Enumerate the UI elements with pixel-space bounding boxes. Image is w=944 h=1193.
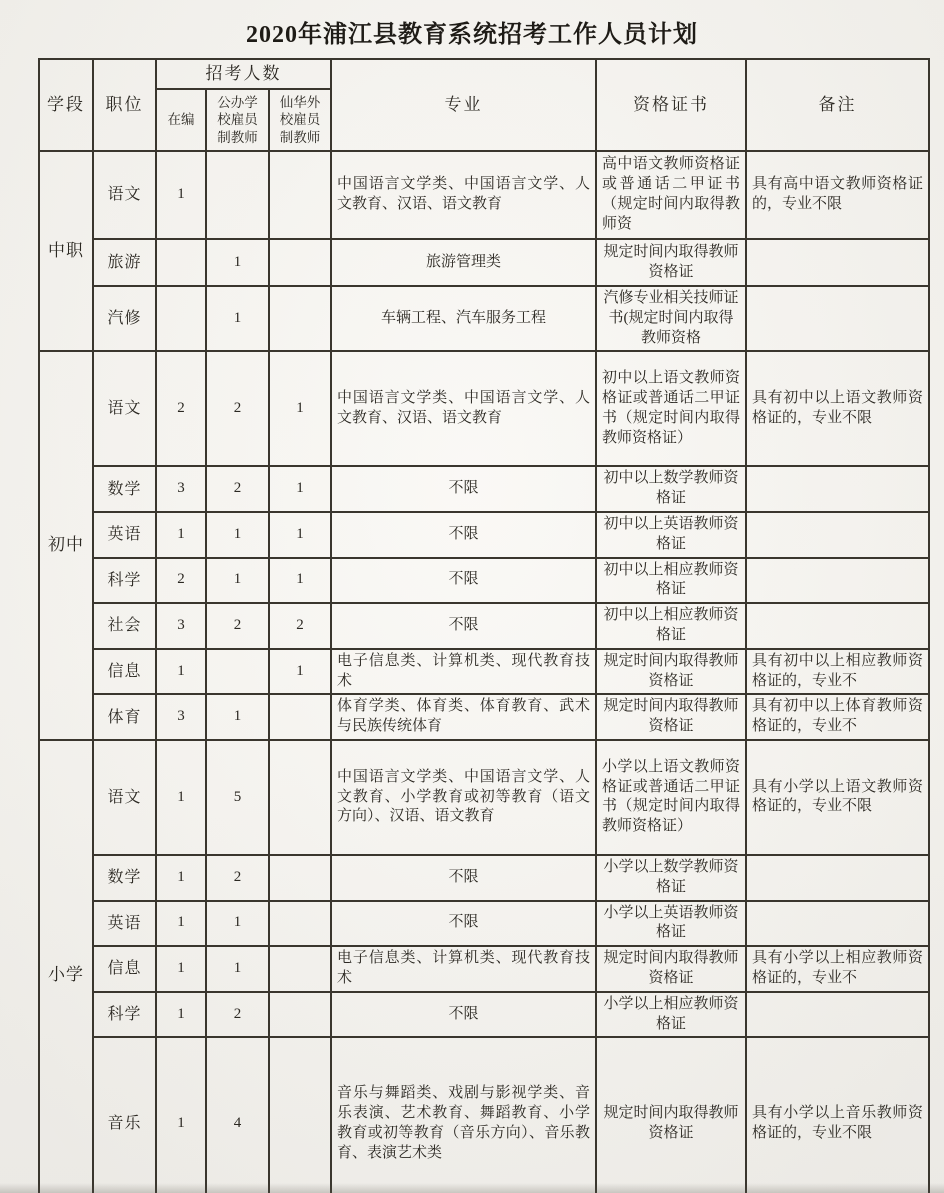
note-cell: 具有小学以上相应教师资格证的，专业不 (746, 946, 929, 992)
table-row (39, 694, 929, 740)
count-gongban-cell: 5 (206, 740, 269, 855)
table-row (39, 286, 929, 351)
position-cell: 数学 (93, 466, 156, 512)
count-xianhua-cell (269, 151, 331, 239)
table-row (39, 239, 929, 286)
cert-cell: 高中语文教师资格证或普通话二甲证书（规定时间内取得教师资 (596, 151, 746, 239)
major-cell: 不限 (331, 992, 596, 1038)
count-xianhua-cell (269, 855, 331, 901)
count-gongban-cell: 1 (206, 946, 269, 992)
position-cell: 信息 (93, 946, 156, 992)
count-zaibian-cell: 2 (156, 558, 206, 604)
count-gongban-cell: 1 (206, 286, 269, 351)
col-header-xianhua: 仙华外校雇员制教师 (269, 89, 331, 151)
count-gongban-cell (206, 649, 269, 695)
table-row (39, 151, 929, 239)
position-cell: 英语 (93, 512, 156, 558)
count-zaibian-cell (156, 286, 206, 351)
position-cell: 汽修 (93, 286, 156, 351)
cert-cell: 小学以上相应教师资格证 (596, 992, 746, 1038)
position-cell: 语文 (93, 351, 156, 466)
count-zaibian-cell: 1 (156, 151, 206, 239)
major-cell: 中国语言文学类、中国语言文学、人文教育、汉语、语文教育 (331, 151, 596, 239)
count-gongban-cell: 2 (206, 603, 269, 649)
col-header-major: 专业 (331, 59, 596, 151)
count-zaibian-cell: 1 (156, 901, 206, 947)
stage-cell: 中职 (39, 151, 93, 351)
count-zaibian-cell: 1 (156, 649, 206, 695)
major-cell: 体育学类、体育类、体育教育、武术与民族传统体育 (331, 694, 596, 740)
cert-cell: 汽修专业相关技师证书(规定时间内取得教师资格 (596, 286, 746, 351)
count-gongban-cell: 4 (206, 1037, 269, 1193)
note-cell: 具有初中以上语文教师资格证的，专业不限 (746, 351, 929, 466)
position-cell: 英语 (93, 901, 156, 947)
cert-cell: 初中以上语文教师资格证或普通话二甲证书（规定时间内取得教师资格证） (596, 351, 746, 466)
note-cell (746, 992, 929, 1038)
major-cell: 中国语言文学类、中国语言文学、人文教育、汉语、语文教育 (331, 351, 596, 466)
major-cell: 不限 (331, 603, 596, 649)
count-zaibian-cell: 1 (156, 992, 206, 1038)
col-header-remark: 备注 (746, 59, 929, 151)
cert-cell: 小学以上英语教师资格证 (596, 901, 746, 947)
note-cell: 具有高中语文教师资格证的，专业不限 (746, 151, 929, 239)
count-gongban-cell: 2 (206, 855, 269, 901)
col-header-certificate: 资格证书 (596, 59, 746, 151)
position-cell: 体育 (93, 694, 156, 740)
cert-cell: 规定时间内取得教师资格证 (596, 239, 746, 286)
major-cell: 不限 (331, 512, 596, 558)
position-cell: 旅游 (93, 239, 156, 286)
major-cell: 旅游管理类 (331, 239, 596, 286)
cert-cell: 初中以上数学教师资格证 (596, 466, 746, 512)
count-gongban-cell (206, 151, 269, 239)
count-xianhua-cell: 1 (269, 466, 331, 512)
count-zaibian-cell: 1 (156, 740, 206, 855)
major-cell: 电子信息类、计算机类、现代教育技术 (331, 946, 596, 992)
stage-cell: 小学 (39, 740, 93, 1193)
cert-cell: 初中以上相应教师资格证 (596, 558, 746, 604)
count-xianhua-cell (269, 946, 331, 992)
major-cell: 中国语言文学类、中国语言文学、人文教育、小学教育或初等教育（语文方向）、汉语、语文教育 (331, 740, 596, 855)
table-row (39, 603, 929, 649)
count-xianhua-cell: 1 (269, 649, 331, 695)
count-gongban-cell: 2 (206, 992, 269, 1038)
count-xianhua-cell: 2 (269, 603, 331, 649)
major-cell: 不限 (331, 466, 596, 512)
note-cell (746, 603, 929, 649)
note-cell (746, 901, 929, 947)
col-header-position: 职位 (93, 59, 156, 151)
count-zaibian-cell (156, 239, 206, 286)
col-header-gongban: 公办学校雇员制教师 (206, 89, 269, 151)
col-header-stage: 学段 (39, 59, 93, 151)
note-cell: 具有小学以上语文教师资格证的，专业不限 (746, 740, 929, 855)
count-zaibian-cell: 1 (156, 512, 206, 558)
major-cell: 不限 (331, 901, 596, 947)
count-zaibian-cell: 3 (156, 466, 206, 512)
count-zaibian-cell: 3 (156, 603, 206, 649)
table-row (39, 901, 929, 947)
position-cell: 科学 (93, 992, 156, 1038)
major-cell: 音乐与舞蹈类、戏剧与影视学类、音乐表演、艺术教育、舞蹈教育、小学教育或初等教育（音乐方向）、音乐教育、表演艺术类 (331, 1037, 596, 1193)
count-zaibian-cell: 1 (156, 855, 206, 901)
note-cell (746, 239, 929, 286)
position-cell: 语文 (93, 151, 156, 239)
cert-cell: 小学以上数学教师资格证 (596, 855, 746, 901)
count-xianhua-cell (269, 1037, 331, 1193)
cert-cell: 初中以上英语教师资格证 (596, 512, 746, 558)
count-zaibian-cell: 2 (156, 351, 206, 466)
count-xianhua-cell (269, 992, 331, 1038)
major-cell: 不限 (331, 558, 596, 604)
count-zaibian-cell: 3 (156, 694, 206, 740)
position-cell: 信息 (93, 649, 156, 695)
table-row (39, 1037, 929, 1193)
cert-cell: 规定时间内取得教师资格证 (596, 1037, 746, 1193)
count-gongban-cell: 2 (206, 351, 269, 466)
count-xianhua-cell: 1 (269, 351, 331, 466)
major-cell: 电子信息类、计算机类、现代教育技术 (331, 649, 596, 695)
count-gongban-cell: 2 (206, 466, 269, 512)
table-row (39, 351, 929, 466)
position-cell: 音乐 (93, 1037, 156, 1193)
count-xianhua-cell (269, 286, 331, 351)
recruitment-plan-table (38, 58, 930, 1193)
note-cell: 具有初中以上相应教师资格证的，专业不 (746, 649, 929, 695)
cert-cell: 规定时间内取得教师资格证 (596, 946, 746, 992)
table-row (39, 649, 929, 695)
count-xianhua-cell: 1 (269, 512, 331, 558)
count-xianhua-cell (269, 694, 331, 740)
count-xianhua-cell (269, 901, 331, 947)
col-header-zaibian: 在编 (156, 89, 206, 151)
count-xianhua-cell (269, 239, 331, 286)
note-cell (746, 558, 929, 604)
note-cell (746, 512, 929, 558)
major-cell: 车辆工程、汽车服务工程 (331, 286, 596, 351)
position-cell: 社会 (93, 603, 156, 649)
cert-cell: 初中以上相应教师资格证 (596, 603, 746, 649)
cert-cell: 规定时间内取得教师资格证 (596, 649, 746, 695)
stage-cell: 初中 (39, 351, 93, 740)
major-cell: 不限 (331, 855, 596, 901)
col-header-recruit-count: 招考人数 (156, 59, 331, 89)
cert-cell: 小学以上语文教师资格证或普通话二甲证书（规定时间内取得教师资格证） (596, 740, 746, 855)
position-cell: 数学 (93, 855, 156, 901)
table-row (39, 740, 929, 855)
note-cell: 具有初中以上体育教师资格证的，专业不 (746, 694, 929, 740)
cert-cell: 规定时间内取得教师资格证 (596, 694, 746, 740)
table-row (39, 946, 929, 992)
count-gongban-cell: 1 (206, 694, 269, 740)
table-row (39, 855, 929, 901)
count-xianhua-cell (269, 740, 331, 855)
count-xianhua-cell: 1 (269, 558, 331, 604)
count-gongban-cell: 1 (206, 239, 269, 286)
table-row (39, 512, 929, 558)
count-gongban-cell: 1 (206, 558, 269, 604)
note-cell (746, 286, 929, 351)
table-row (39, 466, 929, 512)
position-cell: 科学 (93, 558, 156, 604)
count-zaibian-cell: 1 (156, 1037, 206, 1193)
note-cell: 具有小学以上音乐教师资格证的，专业不限 (746, 1037, 929, 1193)
note-cell (746, 466, 929, 512)
count-gongban-cell: 1 (206, 512, 269, 558)
table-row (39, 558, 929, 604)
page-title: 2020年浦江县教育系统招考工作人员计划 (246, 22, 698, 48)
position-cell: 语文 (93, 740, 156, 855)
count-zaibian-cell: 1 (156, 946, 206, 992)
count-gongban-cell: 1 (206, 901, 269, 947)
note-cell (746, 855, 929, 901)
table-row (39, 992, 929, 1038)
